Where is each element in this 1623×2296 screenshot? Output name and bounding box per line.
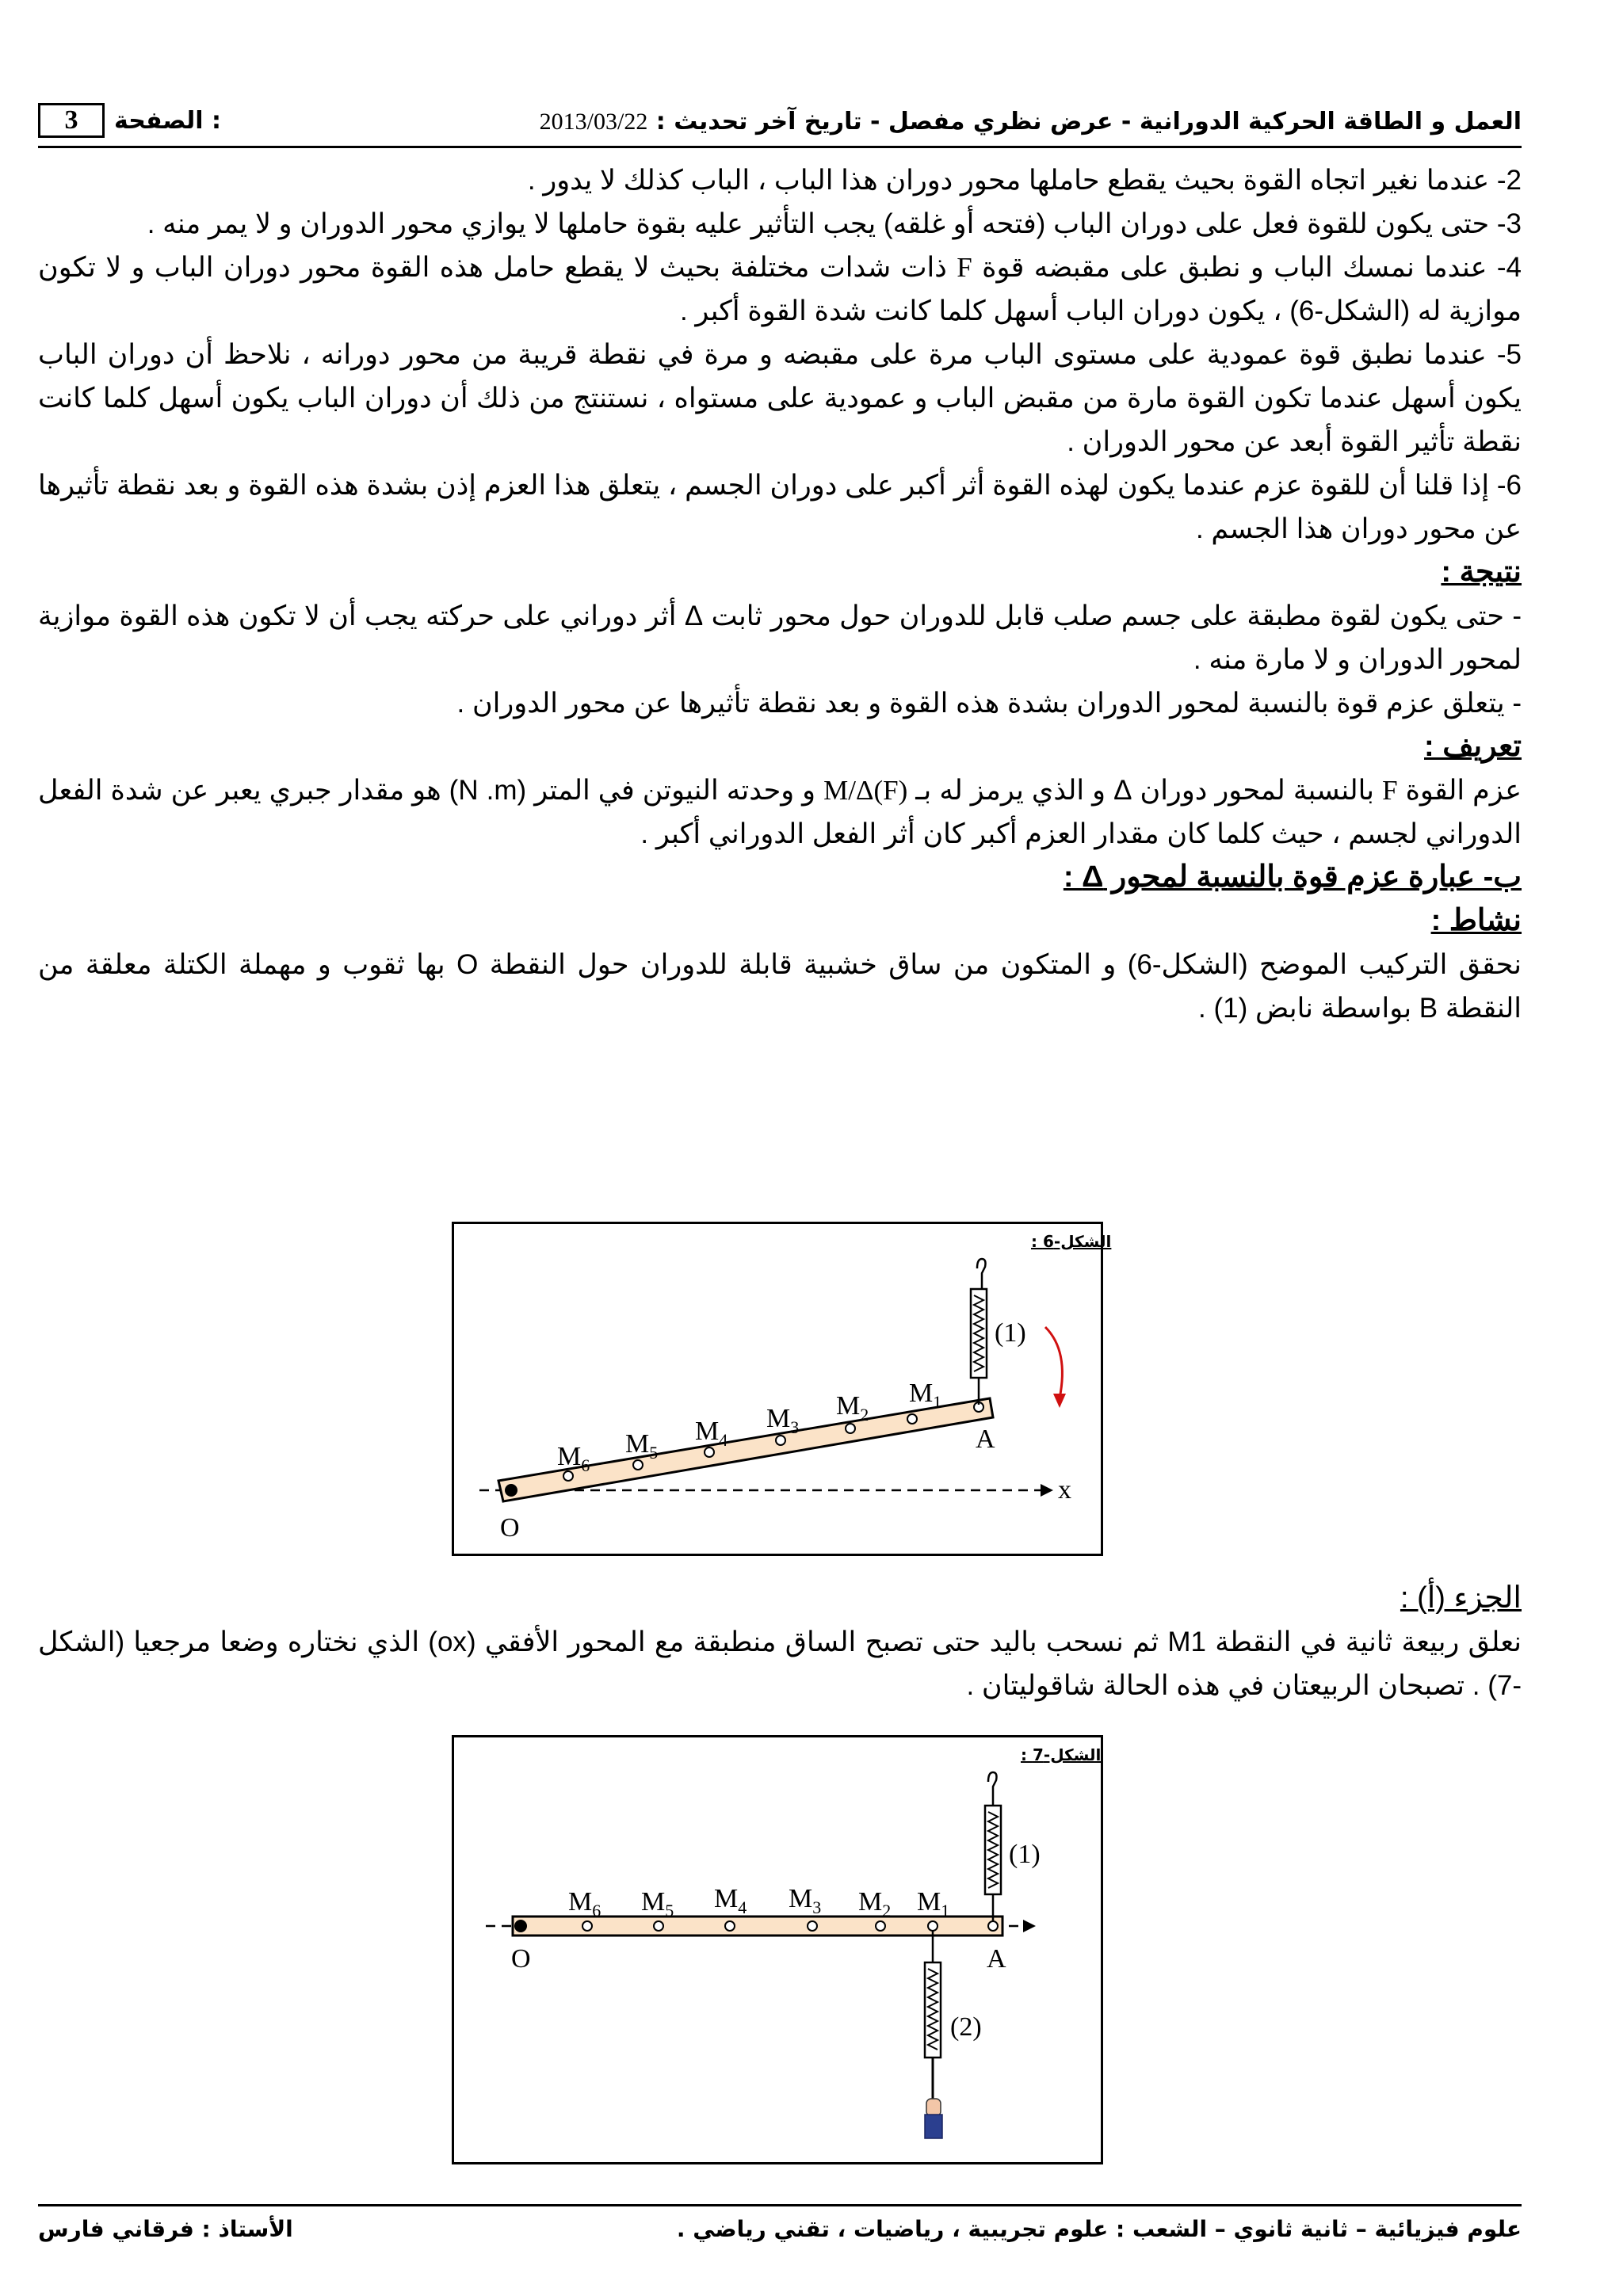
axis-arrow-icon xyxy=(1023,1920,1036,1932)
paragraph-6: 6- إذا قلنا أن للقوة عزم عندما يكون لهذه القوة أثر أكبر على دوران الجسم ، يتعلق هذا العزم إذن بشدة هذه القوة و بعد نقطة تأثيرها عن محور دوران هذا الجسم . xyxy=(38,470,1522,544)
result-heading: نتيجة : xyxy=(1441,555,1522,589)
spring-hook-icon xyxy=(988,1772,997,1806)
label-m6: $M_6$ xyxy=(568,1887,601,1920)
part-a-text: نعلق ربيعة ثانية في النقطة M1 ثم نسحب باليد حتى تصبح الساق منطبقة مع المحور الأفقي (ox) الذي نختاره وضعا مرجعيا (الشكل -7) . تصبحان الربيعتان في هذه الحالة شاقوليتان . xyxy=(38,1627,1522,1701)
hole-m1 xyxy=(928,1921,938,1931)
hole-m5 xyxy=(633,1460,643,1470)
activity-text: نحقق التركيب الموضح (الشكل-6) و المتكون من ساق خشبية قابلة للدوران حول النقطة O بها ثقوب و مهملة الكتلة معلقة من النقطة B بواسطة نابض (1) . xyxy=(38,949,1522,1024)
spring-1-label: (1) xyxy=(995,1318,1026,1348)
page-label: الصفحة : xyxy=(114,106,221,135)
vector-f-def: F xyxy=(1382,775,1398,806)
hole-m4 xyxy=(705,1447,714,1457)
paragraph-3: 3- حتى يكون للقوة فعل على دوران الباب (فتحه أو غلقه) يجب التأثير عليه بقوة حاملها لا يوازي محور الدوران و لا يمر منه . xyxy=(147,208,1522,239)
hole-m3 xyxy=(808,1921,817,1931)
pivot-o xyxy=(514,1920,527,1932)
paragraph-5: 5- عندما نطبق قوة عمودية على مستوى الباب مرة على مقبضه و مرة في نقطة قريبة من محور دورانه ، نلاحظ أن دوران الباب يكون أسهل عندما تكون القوة مارة من مقبض الباب و عمودية على مستواه ، نستنتج من ذلك أن دوران الباب يكون أسهل كلما كانت نقطة تأثير القوة أبعد عن محور الدوران . xyxy=(38,339,1522,457)
hole-m6 xyxy=(563,1471,573,1481)
hole-m1 xyxy=(907,1414,917,1424)
page-footer xyxy=(38,2204,1522,2246)
figure-7-drawing xyxy=(454,1737,1101,2162)
label-m3: $M_3$ xyxy=(766,1404,800,1437)
part-a-heading: الجزء (أ) : xyxy=(1400,1581,1522,1615)
hole-m4 xyxy=(725,1921,735,1931)
result-2: - يتعلق عزم قوة بالنسبة لمحور الدوران بشدة هذه القوة و بعد نقطة تأثيرها عن محور الدوران . xyxy=(456,688,1522,719)
footer-teacher: الأستاذ : فرقاني فارس xyxy=(38,2216,293,2242)
section-b-heading: ب- عبارة عزم قوة بالنسبة لمحور Δ : xyxy=(1063,860,1522,894)
vector-f: F xyxy=(957,252,972,283)
result-1: - حتى يكون لقوة مطبقة على جسم صلب قابل للدوران حول محور ثابت Δ أثر دوراني على حركته يجب أن لا تكون هذه القوة موازية لمحور الدوران و لا مارة منه . xyxy=(38,601,1522,675)
moment-symbol: M/Δ(F) xyxy=(823,775,908,806)
label-m1: $M_1$ xyxy=(909,1379,942,1412)
figure-7-label: الشكل-7 : xyxy=(1021,1745,1102,1764)
footer-course-info: علوم فيزيائية – ثانية ثانوي – الشعب : علوم تجريبية ، رياضيات ، تقني رياضي . xyxy=(676,2216,1522,2242)
figure-7 xyxy=(452,1735,1103,2164)
label-m4: $M_4$ xyxy=(695,1417,728,1450)
page-number-group xyxy=(38,103,221,138)
pivot-o xyxy=(505,1484,517,1497)
part-a-block xyxy=(38,1577,1522,1707)
label-m2: $M_2$ xyxy=(858,1887,892,1920)
axis-x-label: x xyxy=(1058,1475,1071,1505)
page-number: 3 xyxy=(38,103,105,138)
label-m6: $M_6$ xyxy=(557,1442,590,1475)
label-m2: $M_2$ xyxy=(836,1391,869,1425)
paragraph-4: 4- عندما نمسك الباب و نطبق على مقبضه قوة F ذات شدات مختلفة بحيث لا يقطع حامل هذه القوة محور دوران الباب و لا تكون موازية له (الشكل-6) ، يكون دوران الباب أسهل كلما كانت شدة القوة أكبر . xyxy=(38,252,1522,326)
rotation-arrow-head-icon xyxy=(1053,1394,1066,1408)
spring-1-label: (1) xyxy=(1009,1840,1041,1869)
definition-text: عزم القوة F بالنسبة لمحور دوران Δ و الذي يرمز له بـ M/Δ(F) و وحدته النيوتن في المتر (N .m) هو مقدار جبري يعبر عن شدة الفعل الدوراني لجسم ، حيث كلما كان مقدار العزم أكبر كان أثر الفعل الدوراني أكبر . xyxy=(38,775,1522,849)
x-axis-arrow-icon xyxy=(1041,1484,1053,1497)
hand-icon xyxy=(925,2099,942,2138)
header-date: 2013/03/22 xyxy=(539,109,648,135)
figure-6-label: الشكل-6 : xyxy=(1031,1232,1112,1251)
hole-m6 xyxy=(582,1921,592,1931)
hole-a xyxy=(988,1921,998,1931)
activity-heading: نشاط : xyxy=(1430,904,1522,937)
spring-2-label: (2) xyxy=(950,2012,982,2042)
definition-heading: تعريف : xyxy=(1424,730,1522,763)
hole-m2 xyxy=(876,1921,885,1931)
point-labels xyxy=(568,1884,949,1920)
label-m4: $M_4$ xyxy=(714,1884,747,1917)
hole-m5 xyxy=(654,1921,663,1931)
point-a-label: A xyxy=(976,1425,995,1454)
point-a-label: A xyxy=(987,1944,1006,1974)
point-o-label: O xyxy=(500,1513,520,1543)
header-title-text: العمل و الطاقة الحركية الدورانية - عرض نظري مفصل - تاريخ آخر تحديث : xyxy=(647,108,1522,135)
figure-6-drawing xyxy=(454,1224,1101,1554)
rotation-arrow xyxy=(1045,1327,1062,1398)
hole-m3 xyxy=(776,1436,785,1445)
label-m3: $M_3$ xyxy=(789,1884,822,1917)
hole-m2 xyxy=(846,1424,855,1433)
paragraph-2: 2- عندما نغير اتجاه القوة بحيث يقطع حاملها محور دوران هذا الباب ، الباب كذلك لا يدور . xyxy=(527,165,1522,196)
label-m5: $M_5$ xyxy=(641,1887,674,1920)
point-o-label: O xyxy=(511,1944,531,1974)
label-m5: $M_5$ xyxy=(625,1429,659,1463)
figure-6 xyxy=(452,1222,1112,1556)
main-content xyxy=(38,158,1522,1030)
page-header xyxy=(38,101,1522,148)
label-m1: $M_1$ xyxy=(917,1887,950,1920)
header-title xyxy=(540,108,1522,135)
spring-hook-icon xyxy=(977,1259,986,1291)
